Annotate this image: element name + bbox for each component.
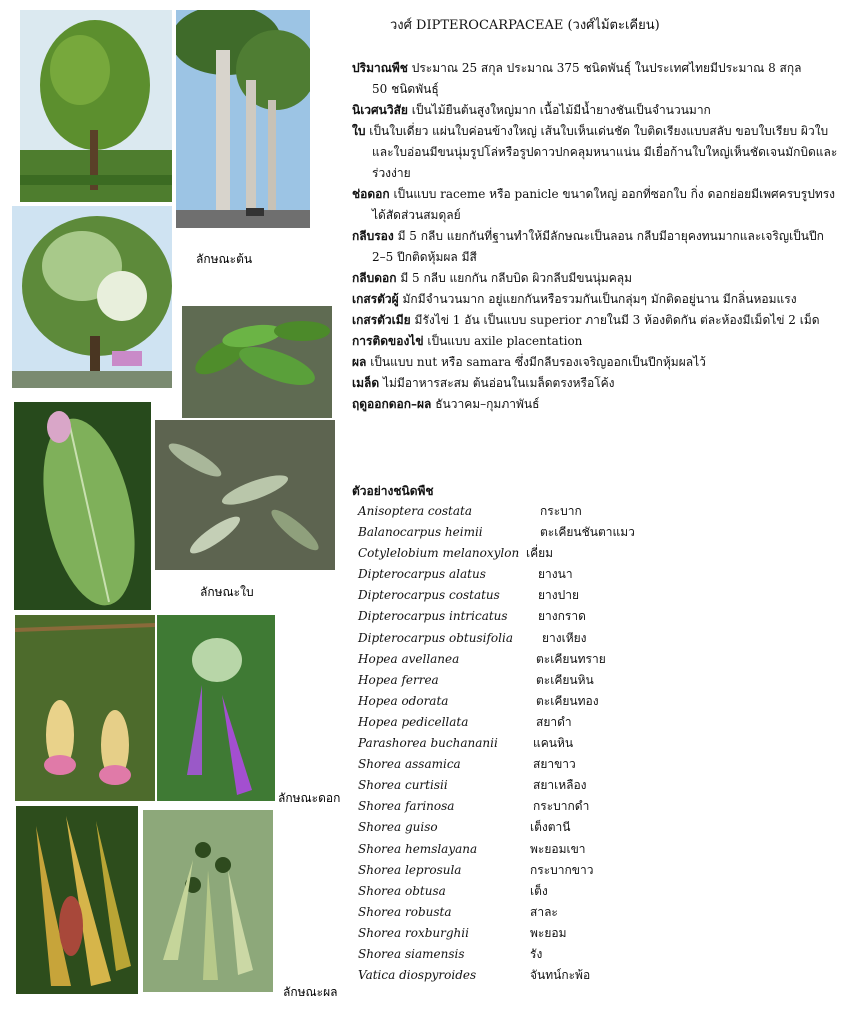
species-scientific-name: Balanocarpus heimii	[358, 525, 483, 540]
species-thai-name: ยางกราด	[538, 609, 586, 624]
desc-text: ประมาณ 25 สกุล ประมาณ 375 ชนิดพันธุ์ ในประเทศไทยมีประมาณ 8 สกุล 50 ชนิดพันธุ์	[372, 61, 802, 96]
species-thai-name: ตะเคียนชันตาแมว	[540, 525, 635, 540]
species-thai-name: สยาดำ	[536, 714, 572, 729]
desc-text: มี 5 กลีบ แยกกัน กลีบบิด ผิวกลีบมีขนนุ่มคลุม	[396, 271, 633, 285]
species-thai-name: กระบากดำ	[533, 799, 590, 814]
desc-label: ฤดูออกดอก–ผล	[352, 397, 432, 411]
caption-flower: ลักษณะดอก	[278, 791, 341, 805]
caption-leaf: ลักษณะใบ	[200, 585, 254, 599]
species-scientific-name: Shorea assamica	[358, 757, 461, 772]
species-scientific-name: Dipterocarpus alatus	[358, 567, 486, 582]
species-thai-name: รัง	[530, 946, 543, 961]
desc-label: กลีบดอก	[352, 271, 397, 285]
species-scientific-name: Shorea farinosa	[358, 799, 455, 814]
desc-text: เป็นใบเดี่ยว แผ่นใบค่อนข้างใหญ่ เส้นใบเห็นเด่นชัด ใบติดเรียงแบบสลับ ขอบใบเรียบ ผิวใบและใบอ่อนมีขนนุ่มรูปโล่หรือรูปดาวปกคลุมหนาแน่น มีเยื่อก้านใบใหญ่เห็นชัดเจนมักบิดและร่วงง่าย	[365, 124, 838, 180]
species-thai-name: เต็งตานี	[530, 820, 571, 835]
examples-heading: ตัวอย่างชนิดพืช	[352, 484, 434, 498]
tree-photo-avenue	[176, 10, 310, 228]
caption-fruit: ลักษณะผล	[283, 985, 338, 999]
desc-row-habit	[352, 100, 840, 121]
desc-text: เป็นแบบ axile placentation	[423, 334, 583, 348]
leaf-photo-branch	[182, 306, 332, 418]
flower-photo-cluster	[15, 615, 155, 801]
species-scientific-name: Shorea hemslayana	[358, 841, 478, 856]
species-scientific-name: Hopea avellanea	[358, 651, 460, 666]
species-thai-name: พะยอม	[530, 925, 567, 940]
species-scientific-name: Anisoptera costata	[358, 504, 472, 518]
species-scientific-name: Hopea odorata	[358, 693, 449, 708]
desc-row-inflorescence	[352, 184, 840, 226]
desc-text: ธันวาคม–กุมภาพันธ์	[431, 397, 540, 411]
desc-row-placentation	[352, 331, 840, 352]
desc-text: มีรังไข่ 1 อัน เป็นแบบ superior ภายในมี 3 ห้องติดกัน ต่ละห้องมีเม็ดไข่ 2 เม็ด	[410, 313, 820, 327]
desc-label: กลีบรอง	[352, 229, 394, 243]
desc-row-pistil	[352, 310, 840, 331]
species-scientific-name: Shorea leprosula	[358, 862, 462, 877]
species-thai-name: ยางเหียง	[542, 630, 587, 645]
desc-text: เป็นแบบ nut หรือ samara ซึ่งมีกลีบรองเจริญออกเป็นปีกหุ้มผลไว้	[366, 355, 706, 369]
fruit-photo-winged	[16, 806, 138, 994]
species-scientific-name: Dipterocarpus obtusifolia	[358, 630, 513, 645]
species-scientific-name: Hopea ferrea	[358, 672, 439, 687]
species-scientific-name: Shorea robusta	[358, 904, 452, 919]
desc-label: เกสรตัวผู้	[352, 292, 399, 306]
desc-row-sepal	[352, 226, 840, 268]
species-thai-name: แคนหิน	[533, 736, 574, 751]
species-scientific-name: Shorea curtisii	[358, 778, 448, 793]
species-scientific-name: Shorea guiso	[358, 820, 438, 835]
desc-label: นิเวศนวิสัย	[352, 103, 408, 117]
flower-photo-closeup	[157, 615, 275, 801]
species-thai-name: เคี่ยม	[526, 546, 554, 561]
desc-row-stamen	[352, 289, 840, 310]
desc-row-seed	[352, 373, 840, 394]
species-scientific-name: Dipterocarpus intricatus	[358, 609, 508, 624]
fruit-photo-cluster	[143, 810, 273, 992]
desc-label: เมล็ด	[352, 376, 380, 390]
species-thai-name: สยาเหลือง	[533, 778, 587, 793]
desc-row-leaf	[352, 121, 840, 184]
species-scientific-name: Parashorea buchananii	[358, 736, 498, 751]
desc-row-fruit	[352, 352, 840, 373]
desc-label: ใบ	[352, 124, 366, 138]
desc-text: มักมีจำนวนมาก อยู่แยกกันหรือรวมกันเป็นกลุ่มๆ มักติดอยู่นาน มีกลิ่นหอมแรง	[398, 292, 797, 306]
species-thai-name: ยางนา	[538, 567, 573, 582]
species-thai-name: ตะเคียนหิน	[536, 672, 594, 687]
species-scientific-name: Cotylelobium melanoxylon	[358, 546, 520, 561]
desc-label: เกสรตัวเมีย	[352, 313, 411, 327]
species-scientific-name: Hopea pedicellata	[358, 714, 469, 729]
desc-label: ปริมาณพืช	[352, 61, 408, 75]
leaf-photo-closeup	[14, 402, 151, 610]
desc-row-plant-count	[352, 58, 840, 100]
desc-text: ไม่มีอาหารสะสม ต้นอ่อนในเมล็ดตรงหรือโค้ง	[379, 376, 615, 390]
desc-row-season	[352, 394, 840, 415]
species-thai-name: ยางปาย	[538, 588, 580, 603]
species-scientific-name: Vatica diospyroides	[358, 968, 477, 983]
species-scientific-name: Shorea roxburghii	[358, 925, 469, 940]
species-thai-name: จันทน์กะพ้อ	[530, 968, 591, 983]
desc-text: เป็นแบบ raceme หรือ panicle ขนาดใหญ่ ออกที่ซอกใบ กิ่ง ดอกย่อยมีเพศครบรูปทรงได้สัดส่วนสมดุลย์	[372, 187, 836, 222]
species-thai-name: ตะเคียนทราย	[536, 651, 606, 666]
species-scientific-name: Shorea siamensis	[358, 946, 465, 961]
description	[352, 58, 840, 415]
leaf-photo-shoots	[155, 420, 335, 570]
species-scientific-name: Dipterocarpus costatus	[358, 588, 500, 603]
species-thai-name: กระบาก	[540, 504, 582, 518]
tree-photo-park	[20, 10, 172, 202]
desc-text: เป็นไม้ยืนต้นสูงใหญ่มาก เนื้อไม้มีน้ำยางชันเป็นจำนวนมาก	[407, 103, 711, 117]
species-thai-name: เต็ง	[530, 883, 548, 898]
desc-text: มี 5 กลีบ แยกกันที่ฐานทำให้มีลักษณะเป็นลอน กลีบมีอายุคงทนมากและเจริญเป็นปีก 2–5 ปีกติดหุ้มผล มีสี	[372, 229, 824, 264]
desc-label: การติดของไข่	[352, 334, 424, 348]
desc-label: ช่อดอก	[352, 187, 390, 201]
caption-trunk: ลักษณะต้น	[196, 252, 253, 266]
desc-label: ผล	[352, 355, 367, 369]
species-thai-name: สยาขาว	[533, 757, 576, 772]
page-title: วงศ์ DIPTEROCARPACEAE (วงศ์ไม้ตะเคียน)	[390, 18, 660, 33]
species-scientific-name: Shorea obtusa	[358, 883, 446, 898]
species-thai-name: ตะเคียนทอง	[536, 693, 599, 708]
species-thai-name: กระบากขาว	[530, 862, 594, 877]
species-thai-name: พะยอมเขา	[530, 841, 586, 856]
tree-photo-flowering	[12, 206, 172, 388]
desc-row-petal	[352, 268, 840, 289]
species-thai-name: สาละ	[530, 904, 558, 919]
